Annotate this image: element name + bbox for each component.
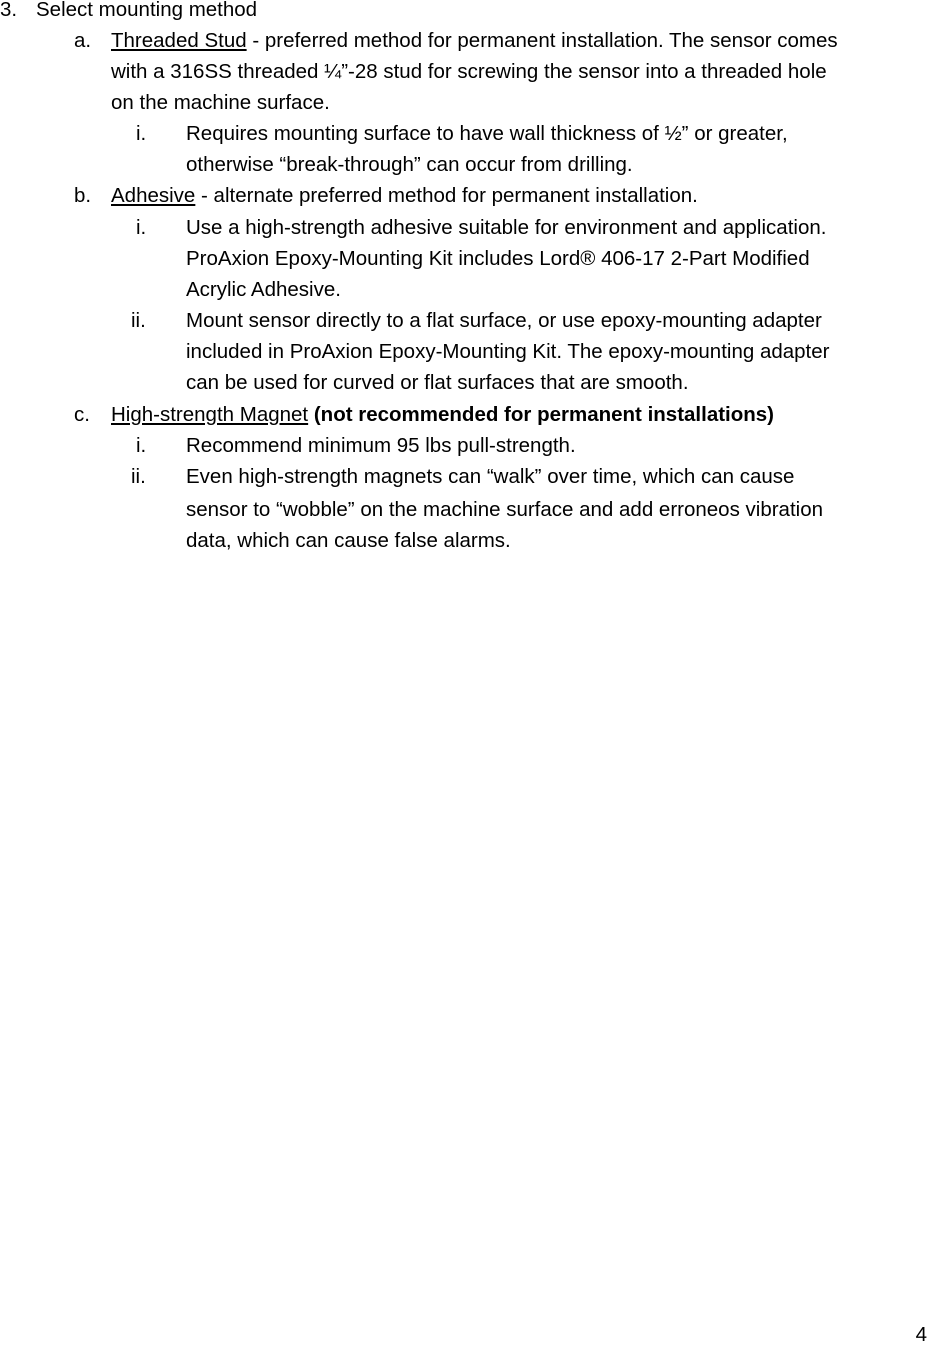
item-b-label: Adhesive [111,184,196,207]
item-b-ii-line-3: can be used for curved or flat surfaces that are smooth. [186,371,689,394]
step-title: Select mounting method [36,0,258,21]
item-c-warning: (not recommended for permanent installations) [313,403,775,426]
item-c-ii-line-3: data, which can cause false alarms. [186,529,511,552]
item-c-ii-line-1: Even high-strength magnets can “walk” over time, which can cause [186,465,795,488]
item-a-i-marker: i. [136,122,147,145]
item-a-text-1: - preferred method for permanent installation. The sensor comes [246,29,838,52]
item-b-i-line-2: ProAxion Epoxy-Mounting Kit includes Lord® 406-17 2-Part Modified [186,247,810,270]
item-b-ii-marker: ii. [131,309,146,332]
item-c-i-marker: i. [136,434,147,457]
item-b-i-line-3: Acrylic Adhesive. [186,278,341,301]
item-a-i-line-1: Requires mounting surface to have wall thickness of ½” or greater, [186,122,788,145]
item-a-text-3: on the machine surface. [111,91,330,114]
item-c-ii-marker: ii. [131,465,146,488]
item-b-text-1: - alternate preferred method for permanent installation. [195,184,698,207]
item-a-i-line-2: otherwise “break-through” can occur from drilling. [186,153,633,176]
item-a-marker: a. [74,29,92,52]
item-b-line-1 [111,180,698,211]
item-a-label: Threaded Stud [111,29,247,52]
item-c-ii-line-2: sensor to “wobble” on the machine surface and add erroneos vibration [186,498,824,521]
item-b-i-marker: i. [136,216,147,239]
item-b-marker: b. [74,184,92,207]
page-number: 4 [915,1323,927,1346]
item-a-line-1 [111,25,838,56]
item-c-marker: c. [74,403,90,426]
item-c-i-line-1: Recommend minimum 95 lbs pull-strength. [186,434,576,457]
item-c-line-1 [111,399,774,430]
item-b-i-line-1: Use a high-strength adhesive suitable for environment and application. [186,216,827,239]
item-a-text-2: with a 316SS threaded ¼”-28 stud for screwing the sensor into a threaded hole [111,60,827,83]
item-b-ii-line-1: Mount sensor directly to a flat surface, or use epoxy-mounting adapter [186,309,822,332]
item-b-ii-line-2: included in ProAxion Epoxy-Mounting Kit. The epoxy-mounting adapter [186,340,830,363]
item-c-label: High-strength Magnet [111,403,309,426]
step-number: 3. [0,0,18,21]
